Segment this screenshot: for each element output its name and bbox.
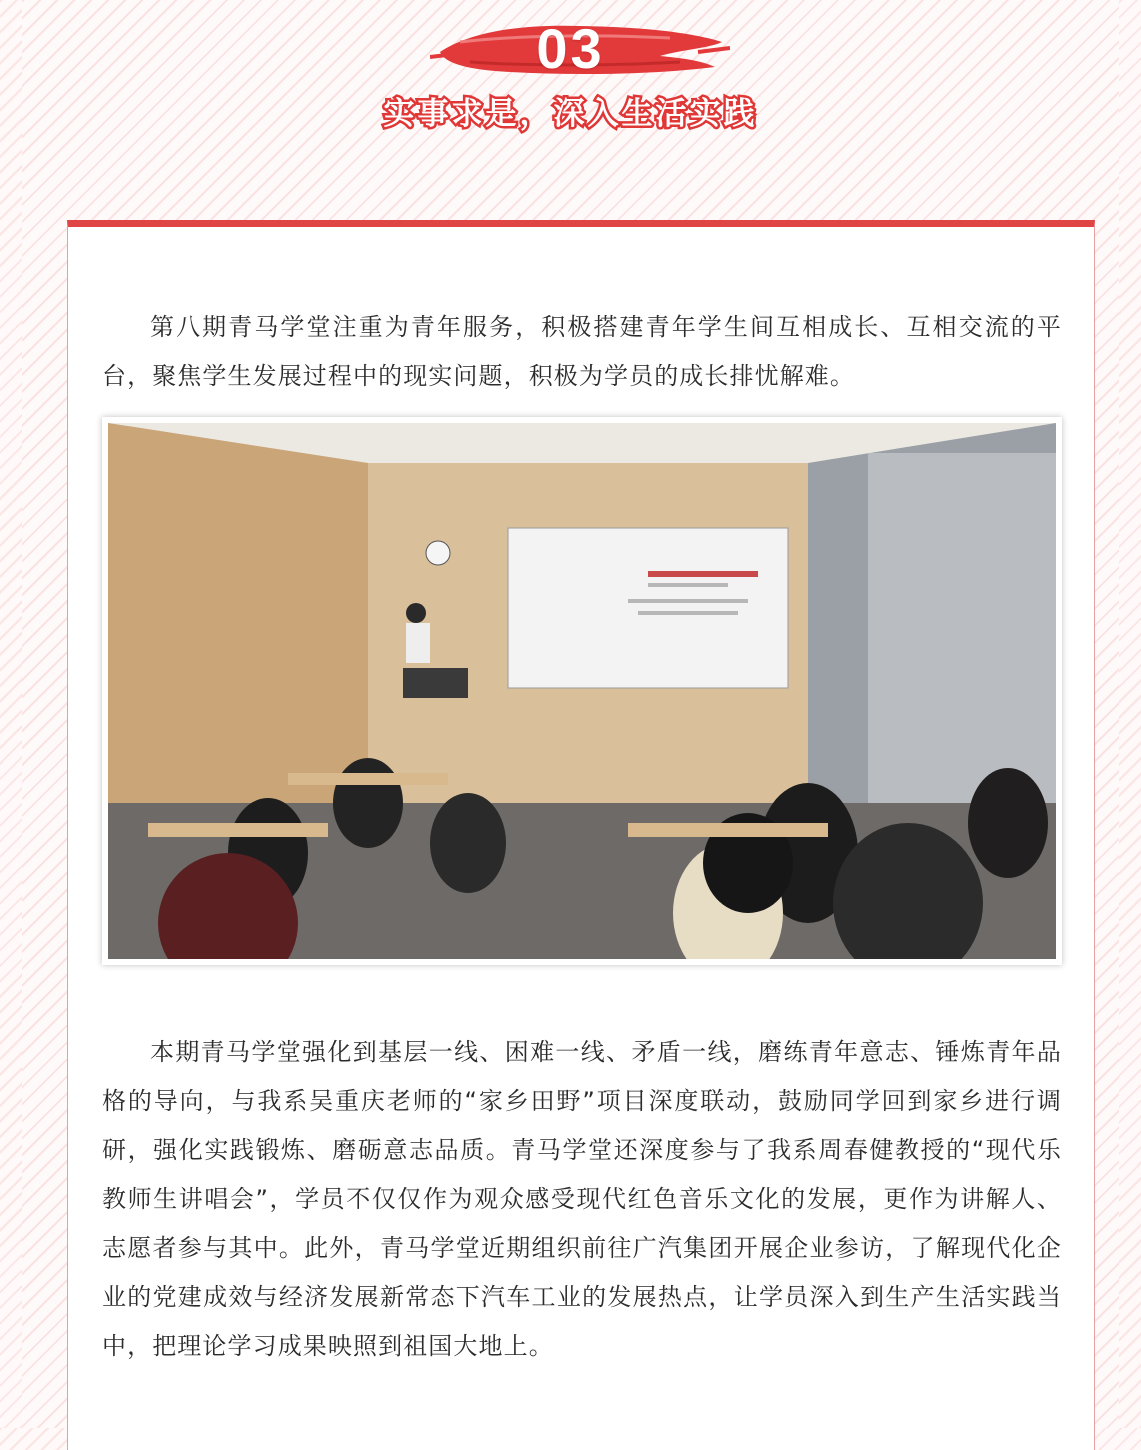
content-card — [67, 220, 1095, 1450]
section-title: 实事求是，深入生活实践 — [383, 96, 758, 132]
paragraph-intro: 第八期青马学堂注重为青年服务，积极搭建青年学生间互相成长、互相交流的平台，聚焦学生发展过程中的现实问题，积极为学员的成长排忧解难。 — [102, 313, 1062, 390]
paragraph-practice: 本期青马学堂强化到基层一线、困难一线、矛盾一线，磨练青年意志、锤炼青年品格的导向，与我系吴重庆老师的“家乡田野”项目深度联动，鼓励同学回到家乡进行调研，强化实践锻炼、磨砺意志品质。青马学堂还深度参与了我系周春健教授的“现代乐教师生讲唱会”，学员不仅仅作为观众感受现代红色音乐文化的发展，更作为讲解人、志愿者参与其中。此外，青马学堂近期组织前往广汽集团开展企业参访，了解现代化企业的党建成效与经济发展新常态下汽车工业的发展热点，让学员深入到生产生活实践当中，把理论学习成果映照到祖国大地上。 — [102, 1038, 1062, 1360]
classroom-photo-icon — [108, 423, 1056, 959]
section-number: 03 — [536, 17, 605, 80]
photo-frame — [102, 417, 1062, 965]
